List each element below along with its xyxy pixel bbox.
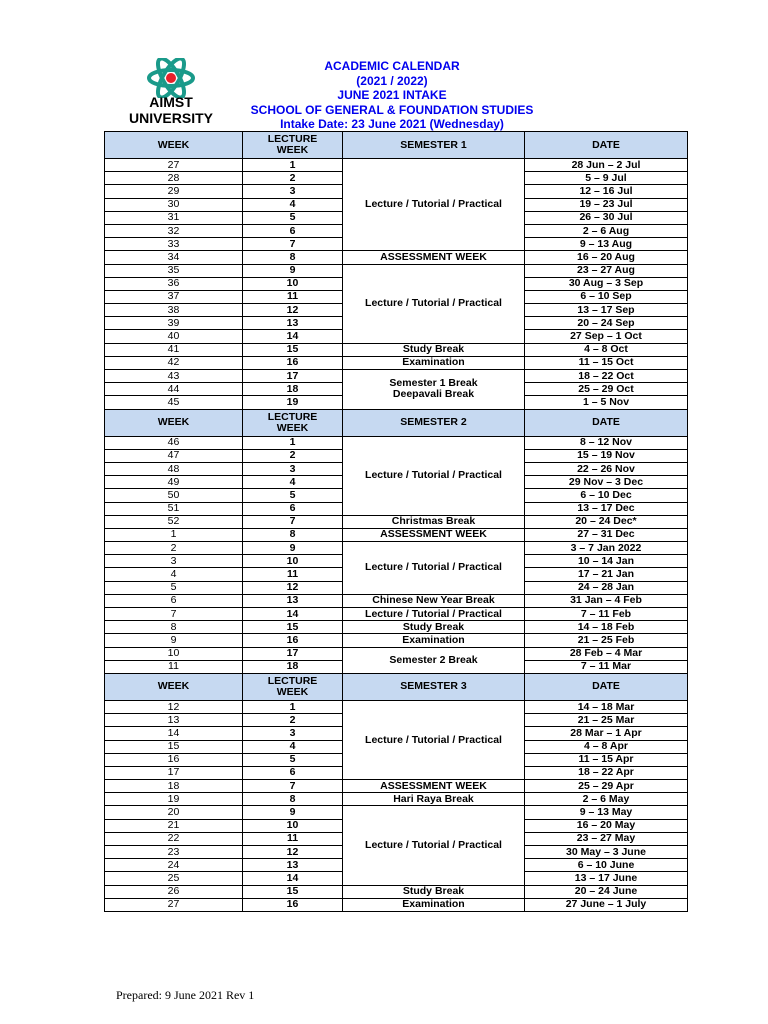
- week-date: 5 – 9 Jul: [525, 172, 688, 185]
- semester-title: SEMESTER 1: [343, 132, 525, 159]
- week-date: 15 – 19 Nov: [525, 449, 688, 462]
- week-date: 30 Aug – 3 Sep: [525, 277, 688, 290]
- lecture-week: 11: [243, 568, 343, 581]
- calendar-week: 36: [105, 277, 243, 290]
- lecture-week: 3: [243, 185, 343, 198]
- week-row: [105, 793, 688, 806]
- lecture-week: 5: [243, 489, 343, 502]
- calendar-week: 9: [105, 634, 243, 647]
- lecture-week: 15: [243, 343, 343, 356]
- logo-text-line2: UNIVERSITY: [128, 110, 213, 126]
- calendar-week: 37: [105, 290, 243, 303]
- week-date: 20 – 24 June: [525, 885, 688, 898]
- week-date: 27 Sep – 1 Oct: [525, 330, 688, 343]
- lecture-week: 13: [243, 859, 343, 872]
- calendar-week: 47: [105, 449, 243, 462]
- week-date: 29 Nov – 3 Dec: [525, 476, 688, 489]
- week-date: 17 – 21 Jan: [525, 568, 688, 581]
- week-date: 4 – 8 Apr: [525, 740, 688, 753]
- lecture-week: 2: [243, 449, 343, 462]
- week-date: 28 Mar – 1 Apr: [525, 727, 688, 740]
- week-date: 19 – 23 Jul: [525, 198, 688, 211]
- logo-text-line1: AIMST: [149, 94, 193, 110]
- week-date: 2 – 6 Aug: [525, 224, 688, 237]
- week-row: [105, 898, 688, 911]
- calendar-week: 52: [105, 515, 243, 528]
- semester-title: SEMESTER 3: [343, 673, 525, 700]
- semester-activity: Lecture / Tutorial / Practical: [343, 608, 525, 621]
- lecture-week: 11: [243, 832, 343, 845]
- calendar-week: 24: [105, 859, 243, 872]
- calendar-week: 39: [105, 317, 243, 330]
- lecture-week: 14: [243, 608, 343, 621]
- calendar-week: 25: [105, 872, 243, 885]
- semester-activity: Lecture / Tutorial / Practical: [343, 542, 525, 595]
- week-date: 4 – 8 Oct: [525, 343, 688, 356]
- week-header: WEEK: [105, 132, 243, 159]
- week-date: 6 – 10 Sep: [525, 290, 688, 303]
- calendar-week: 34: [105, 251, 243, 264]
- lecture-week-header: LECTURE WEEK: [243, 409, 343, 436]
- date-header: DATE: [525, 673, 688, 700]
- week-date: 8 – 12 Nov: [525, 436, 688, 449]
- week-row: [105, 542, 688, 555]
- lecture-week: 16: [243, 898, 343, 911]
- week-date: 6 – 10 June: [525, 859, 688, 872]
- calendar-week: 49: [105, 476, 243, 489]
- lecture-week: 3: [243, 462, 343, 475]
- week-date: 7 – 11 Mar: [525, 660, 688, 673]
- week-date: 30 May – 3 June: [525, 846, 688, 859]
- school-name: SCHOOL OF GENERAL & FOUNDATION STUDIES: [250, 102, 534, 117]
- week-row: [105, 780, 688, 793]
- calendar-week: 8: [105, 621, 243, 634]
- week-row: [105, 885, 688, 898]
- semester-activity: Lecture / Tutorial / Practical: [343, 806, 525, 885]
- lecture-week: 14: [243, 330, 343, 343]
- week-date: 1 – 5 Nov: [525, 396, 688, 409]
- lecture-week: 15: [243, 885, 343, 898]
- semester-activity: Examination: [343, 356, 525, 369]
- lecture-week: 7: [243, 238, 343, 251]
- semester-activity: Christmas Break: [343, 515, 525, 528]
- week-date: 14 – 18 Feb: [525, 621, 688, 634]
- semester-activity: ASSESSMENT WEEK: [343, 251, 525, 264]
- week-row: [105, 647, 688, 660]
- lecture-week: 6: [243, 502, 343, 515]
- week-date: 23 – 27 May: [525, 832, 688, 845]
- week-date: 22 – 26 Nov: [525, 462, 688, 475]
- week-date: 27 – 31 Dec: [525, 528, 688, 541]
- week-date: 9 – 13 Aug: [525, 238, 688, 251]
- week-row: [105, 356, 688, 369]
- calendar-week: 19: [105, 793, 243, 806]
- lecture-week: 9: [243, 542, 343, 555]
- lecture-week: 1: [243, 159, 343, 172]
- week-date: 31 Jan – 4 Feb: [525, 594, 688, 607]
- date-header: DATE: [525, 409, 688, 436]
- semester-activity: Study Break: [343, 343, 525, 356]
- week-date: 20 – 24 Sep: [525, 317, 688, 330]
- calendar-week: 16: [105, 753, 243, 766]
- week-date: 25 – 29 Oct: [525, 383, 688, 396]
- semester-activity: Lecture / Tutorial / Practical: [343, 700, 525, 779]
- week-date: 23 – 27 Aug: [525, 264, 688, 277]
- lecture-week: 1: [243, 700, 343, 713]
- lecture-week: 14: [243, 872, 343, 885]
- calendar-week: 35: [105, 264, 243, 277]
- lecture-week: 8: [243, 528, 343, 541]
- calendar-week: 33: [105, 238, 243, 251]
- week-row: [105, 806, 688, 819]
- intake-title: JUNE 2021 INTAKE: [337, 88, 447, 102]
- calendar-week: 46: [105, 436, 243, 449]
- week-date: 13 – 17 June: [525, 872, 688, 885]
- semester-header-row: [105, 409, 688, 436]
- lecture-week: 16: [243, 356, 343, 369]
- lecture-week: 4: [243, 476, 343, 489]
- semester-activity: Study Break: [343, 885, 525, 898]
- calendar-week: 45: [105, 396, 243, 409]
- semester-activity: Semester 2 Break: [343, 647, 525, 673]
- prepared-note: Prepared: 9 June 2021 Rev 1: [116, 988, 255, 1002]
- week-date: 28 Jun – 2 Jul: [525, 159, 688, 172]
- week-date: 18 – 22 Oct: [525, 370, 688, 383]
- calendar-week: 15: [105, 740, 243, 753]
- lecture-week: 4: [243, 198, 343, 211]
- lecture-week: 17: [243, 647, 343, 660]
- calendar-week: 11: [105, 660, 243, 673]
- lecture-week-header: LECTURE WEEK: [243, 132, 343, 159]
- week-row: [105, 621, 688, 634]
- calendar-week: 48: [105, 462, 243, 475]
- week-header: WEEK: [105, 409, 243, 436]
- lecture-week: 18: [243, 383, 343, 396]
- lecture-week: 8: [243, 251, 343, 264]
- semester-activity: Chinese New Year Break: [343, 594, 525, 607]
- calendar-week: 20: [105, 806, 243, 819]
- lecture-week: 10: [243, 555, 343, 568]
- lecture-week: 5: [243, 211, 343, 224]
- lecture-week: 1: [243, 436, 343, 449]
- week-date: 12 – 16 Jul: [525, 185, 688, 198]
- week-row: [105, 436, 688, 449]
- calendar-week: 27: [105, 898, 243, 911]
- calendar-week: 42: [105, 356, 243, 369]
- lecture-week: 12: [243, 581, 343, 594]
- week-date: 3 – 7 Jan 2022: [525, 542, 688, 555]
- week-date: 2 – 6 May: [525, 793, 688, 806]
- lecture-week: 9: [243, 806, 343, 819]
- week-date: 20 – 24 Dec*: [525, 515, 688, 528]
- calendar-week: 26: [105, 885, 243, 898]
- calendar-week: 6: [105, 594, 243, 607]
- semester-activity: Semester 1 Break Deepavali Break: [343, 370, 525, 410]
- week-date: 16 – 20 May: [525, 819, 688, 832]
- week-date: 10 – 14 Jan: [525, 555, 688, 568]
- lecture-week: 7: [243, 780, 343, 793]
- lecture-week: 19: [243, 396, 343, 409]
- calendar-week: 7: [105, 608, 243, 621]
- lecture-week: 11: [243, 290, 343, 303]
- semester-activity: ASSESSMENT WEEK: [343, 528, 525, 541]
- week-row: [105, 264, 688, 277]
- lecture-week: 8: [243, 793, 343, 806]
- lecture-week: 3: [243, 727, 343, 740]
- week-date: 11 – 15 Apr: [525, 753, 688, 766]
- week-row: [105, 159, 688, 172]
- week-row: [105, 251, 688, 264]
- semester-activity: Examination: [343, 898, 525, 911]
- week-row: [105, 528, 688, 541]
- week-row: [105, 594, 688, 607]
- calendar-week: 38: [105, 304, 243, 317]
- calendar-week: 17: [105, 766, 243, 779]
- academic-calendar-table: [104, 131, 688, 912]
- week-date: 18 – 22 Apr: [525, 766, 688, 779]
- lecture-week: 13: [243, 594, 343, 607]
- calendar-week: 43: [105, 370, 243, 383]
- week-date: 28 Feb – 4 Mar: [525, 647, 688, 660]
- week-row: [105, 608, 688, 621]
- calendar-week: 14: [105, 727, 243, 740]
- semester-header-row: [105, 673, 688, 700]
- week-row: [105, 343, 688, 356]
- calendar-week: 2: [105, 542, 243, 555]
- lecture-week: 15: [243, 621, 343, 634]
- week-date: 21 – 25 Feb: [525, 634, 688, 647]
- week-date: 16 – 20 Aug: [525, 251, 688, 264]
- week-date: 13 – 17 Sep: [525, 304, 688, 317]
- week-date: 9 – 13 May: [525, 806, 688, 819]
- week-date: 24 – 28 Jan: [525, 581, 688, 594]
- semester-activity: Lecture / Tutorial / Practical: [343, 264, 525, 343]
- calendar-week: 51: [105, 502, 243, 515]
- lecture-week-header: LECTURE WEEK: [243, 673, 343, 700]
- week-date: 21 – 25 Mar: [525, 714, 688, 727]
- lecture-week: 13: [243, 317, 343, 330]
- week-date: 11 – 15 Oct: [525, 356, 688, 369]
- semester-activity: Lecture / Tutorial / Practical: [343, 436, 525, 515]
- semester-header-row: [105, 132, 688, 159]
- calendar-week: 44: [105, 383, 243, 396]
- week-row: [105, 700, 688, 713]
- calendar-week: 50: [105, 489, 243, 502]
- calendar-week: 12: [105, 700, 243, 713]
- week-header: WEEK: [105, 673, 243, 700]
- lecture-week: 6: [243, 224, 343, 237]
- lecture-week: 16: [243, 634, 343, 647]
- lecture-week: 2: [243, 172, 343, 185]
- calendar-week: 22: [105, 832, 243, 845]
- calendar-week: 18: [105, 780, 243, 793]
- date-header: DATE: [525, 132, 688, 159]
- week-row: [105, 634, 688, 647]
- calendar-week: 41: [105, 343, 243, 356]
- lecture-week: 6: [243, 766, 343, 779]
- calendar-week: 4: [105, 568, 243, 581]
- calendar-year: (2021 / 2022): [356, 73, 428, 88]
- lecture-week: 5: [243, 753, 343, 766]
- calendar-week: 13: [105, 714, 243, 727]
- lecture-week: 17: [243, 370, 343, 383]
- calendar-week: 28: [105, 172, 243, 185]
- lecture-week: 10: [243, 819, 343, 832]
- semester-activity: Study Break: [343, 621, 525, 634]
- week-row: [105, 515, 688, 528]
- calendar-week: 29: [105, 185, 243, 198]
- calendar-week: 30: [105, 198, 243, 211]
- calendar-title: ACADEMIC CALENDAR: [324, 59, 460, 73]
- week-date: 6 – 10 Dec: [525, 489, 688, 502]
- calendar-week: 32: [105, 224, 243, 237]
- week-date: 25 – 29 Apr: [525, 780, 688, 793]
- lecture-week: 12: [243, 304, 343, 317]
- calendar-week: 31: [105, 211, 243, 224]
- lecture-week: 18: [243, 660, 343, 673]
- semester-activity: Hari Raya Break: [343, 793, 525, 806]
- lecture-week: 4: [243, 740, 343, 753]
- lecture-week: 12: [243, 846, 343, 859]
- lecture-week: 2: [243, 714, 343, 727]
- lecture-week: 10: [243, 277, 343, 290]
- calendar-week: 5: [105, 581, 243, 594]
- calendar-week: 21: [105, 819, 243, 832]
- semester-activity: Lecture / Tutorial / Practical: [343, 159, 525, 251]
- intake-date: Intake Date: 23 June 2021 (Wednesday): [280, 117, 504, 131]
- calendar-week: 40: [105, 330, 243, 343]
- semester-activity: Examination: [343, 634, 525, 647]
- week-date: 7 – 11 Feb: [525, 608, 688, 621]
- week-date: 27 June – 1 July: [525, 898, 688, 911]
- lecture-week: 9: [243, 264, 343, 277]
- calendar-week: 10: [105, 647, 243, 660]
- week-date: 14 – 18 Mar: [525, 700, 688, 713]
- week-row: [105, 370, 688, 383]
- calendar-week: 27: [105, 159, 243, 172]
- calendar-week: 3: [105, 555, 243, 568]
- week-date: 13 – 17 Dec: [525, 502, 688, 515]
- calendar-week: 23: [105, 846, 243, 859]
- semester-title: SEMESTER 2: [343, 409, 525, 436]
- calendar-week: 1: [105, 528, 243, 541]
- lecture-week: 7: [243, 515, 343, 528]
- week-date: 26 – 30 Jul: [525, 211, 688, 224]
- semester-activity: ASSESSMENT WEEK: [343, 780, 525, 793]
